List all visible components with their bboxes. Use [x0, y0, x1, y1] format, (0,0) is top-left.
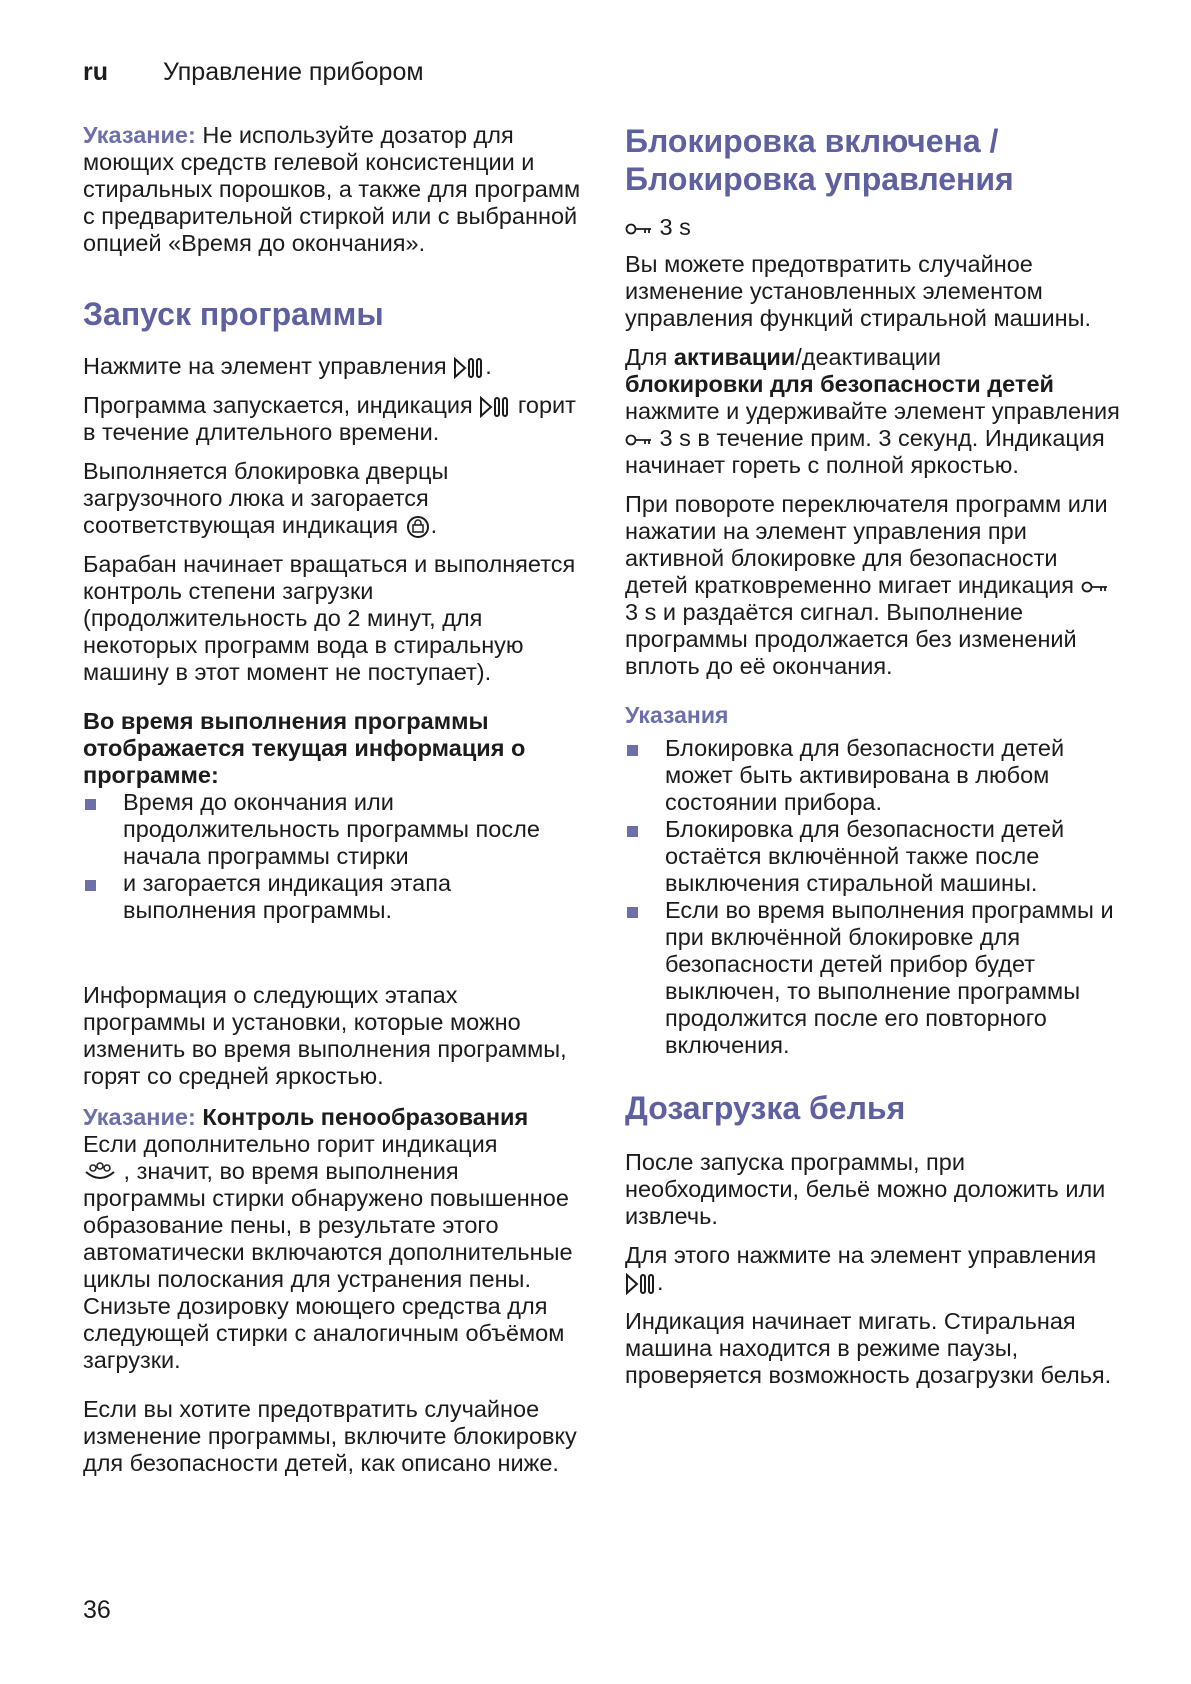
right-column — [625, 122, 1120, 1401]
notes-heading: Указания — [625, 702, 729, 728]
door-lock-icon — [405, 515, 431, 539]
paragraph-reload-2 — [625, 1242, 1120, 1296]
note-foam — [83, 1104, 583, 1374]
text: 3 s и раздаётся сигнал. Выполнение программы продолжается без изменений вплоть до её окончания. — [625, 599, 1077, 679]
text: При повороте переключателя программ или нажатии на элемент управления при активной блокировке для безопасности детей кратковременно мигает индикация — [625, 491, 1108, 598]
paragraph-turn — [625, 491, 1120, 680]
paragraph-drum: Барабан начинает вращаться и выполняется контроль степени загрузки (продолжительность до 2 минут, для некоторых программ вода в стиральную машину в этот момент не поступает). — [83, 551, 576, 685]
paragraph-door-lock — [83, 458, 583, 539]
start-pause-icon — [453, 357, 485, 379]
heading-start-program: Запуск программы — [83, 296, 384, 332]
list-item: и загорается индикация этапа выполнения программы. — [83, 870, 583, 924]
text: горит в течение длительного времени. — [83, 392, 576, 445]
key-icon — [625, 222, 653, 236]
text: . — [485, 353, 492, 379]
key-icon — [1081, 580, 1109, 594]
heading-reload: Дозагрузка белья — [625, 1090, 906, 1126]
list-item: Если во время выполнения программы и при включённой блокировке для безопасности детей прибор будет выключен, то выполнение программы продолжится после его повторного включения. — [625, 897, 1120, 1059]
paragraph-reload-3: Индикация начинает мигать. Стиральная машина находится в режиме паузы, проверяется возможность дозагрузки белья. — [625, 1308, 1112, 1388]
note-text: Не используйте дозатор для моющих средств гелевой консистенции и стиральных порошков, а также для программ с предварительной стиркой или с выбранной опцией «Время до окончания». — [83, 122, 581, 256]
left-column — [83, 122, 583, 1489]
note-title: Контроль пенообразования — [202, 1104, 529, 1130]
text: активации — [673, 344, 796, 370]
key-icon — [625, 433, 653, 447]
text: Программа запускается, индикация — [83, 392, 473, 418]
text: , значит, во время выполнения программы стирки обнаружено повышенное образование пены, в результате этого автоматически включаются дополнительные циклы полоскания для устранения пены. Снизьте дозировку моющего средства для следующей стирки с аналогичным объёмом загрузки. — [83, 1158, 573, 1373]
note-label: Указание: — [83, 1104, 196, 1130]
heading-child-lock: Блокировка включена / Блокировка управления — [625, 123, 1014, 197]
paragraph-activate — [625, 344, 1120, 479]
text: Нажмите на элемент управления — [83, 353, 447, 379]
paragraph-reload-1: После запуска программы, при необходимости, бельё можно доложить или извлечь. — [625, 1149, 1106, 1229]
text: блокировки для безопасности детей — [625, 371, 1054, 397]
paragraph-press — [83, 353, 583, 380]
paragraph-starts — [83, 392, 583, 446]
notes-list — [625, 735, 1120, 1059]
start-pause-icon — [479, 396, 511, 418]
paragraph-protect: Если вы хотите предотвратить случайное изменение программы, включите блокировку для безопасности детей, как описано ниже. — [83, 1396, 577, 1476]
lock-indicator — [625, 214, 1120, 241]
section-title: Управление прибором — [163, 58, 424, 86]
text: Если дополнительно горит индикация — [83, 1131, 498, 1157]
page-header — [83, 58, 424, 87]
foam-icon — [83, 1162, 117, 1184]
start-pause-icon — [625, 1273, 657, 1295]
note-detergent — [83, 122, 583, 257]
text: нажмите и удерживайте элемент управления — [625, 398, 1120, 424]
list-item: Блокировка для безопасности детей остаётся включённой также после выключения стиральной машины. — [625, 816, 1120, 897]
text: 3 s в течение прим. 3 секунд. Индикация начинает гореть с полной яркостью. — [625, 425, 1105, 478]
text: Для — [625, 344, 668, 370]
info-list — [83, 789, 583, 924]
text: Выполняется блокировка дверцы загрузочного люка и загорается соответствующая индикация — [83, 458, 449, 538]
text: . — [430, 512, 438, 538]
paragraph-prevent: Вы можете предотвратить случайное изменение установленных элементом управления функций стиральной машины. — [625, 251, 1092, 331]
note-label: Указание: — [83, 122, 196, 148]
list-item: Время до окончания или продолжительность программы после начала программы стирки — [83, 789, 583, 870]
list-item: Блокировка для безопасности детей может быть активирована в любом состоянии прибора. — [625, 735, 1120, 816]
info-heading: Во время выполнения программы отображается текущая информация о программе: — [83, 708, 526, 788]
paragraph-next-steps: Информация о следующих этапах программы и установки, которые можно изменить во время выполнения программы, горят со средней яркостью. — [83, 982, 567, 1089]
text: /деактивации — [795, 344, 942, 370]
page-number: 36 — [83, 1596, 111, 1624]
text: Для этого нажмите на элемент управления — [625, 1242, 1097, 1268]
lock-time: 3 s — [659, 214, 691, 240]
text: . — [657, 1269, 664, 1295]
language-code: ru — [83, 58, 108, 86]
